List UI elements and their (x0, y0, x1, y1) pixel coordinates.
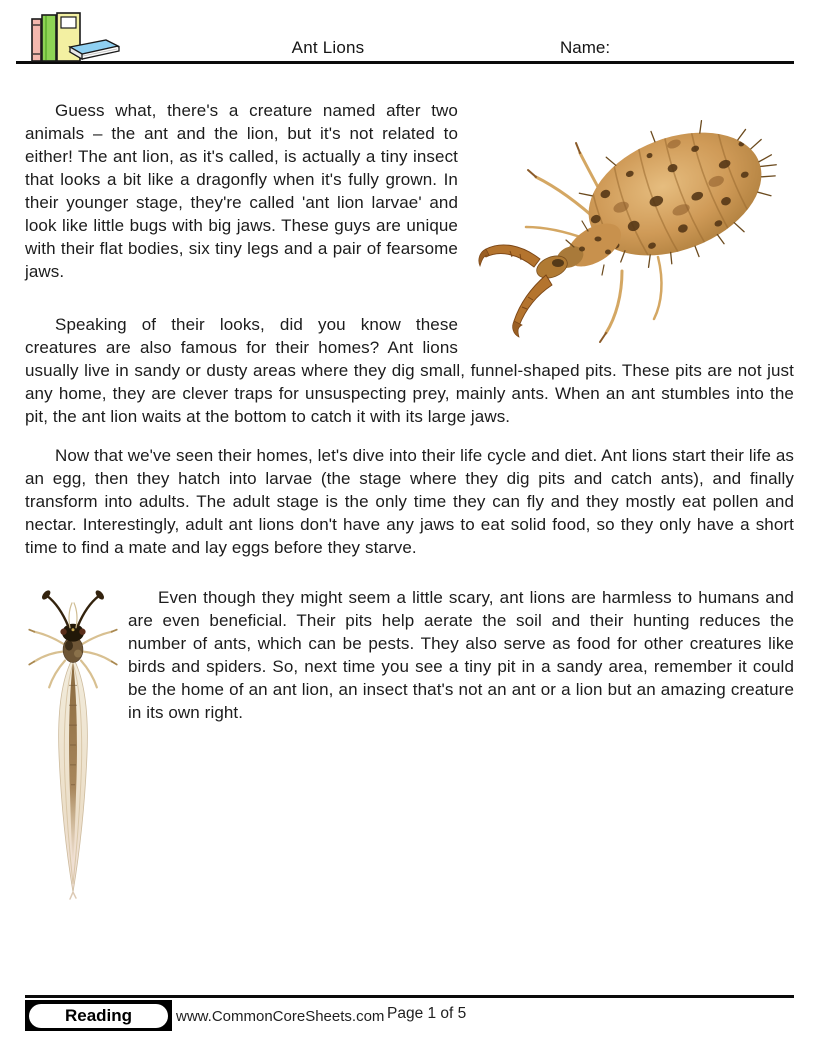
website-text: www.CommonCoreSheets.com (176, 1008, 385, 1025)
reading-badge (25, 1000, 172, 1031)
books-icon (20, 7, 120, 63)
name-label: Name: (560, 38, 611, 57)
reading-passage (25, 67, 794, 902)
paragraph-1-text: Guess what, there's a creature named after two animals – the ant and the lion, but it's not related to either! The ant lion, as it's called, is actually a tiny insect that looks a bit like a dragonfly when it's fully grown. In their younger stage, they're called 'ant lion larvae' and look like little bugs with big jaws. These guys are unique with their flat bodies, six tiny legs and a pair of fearsome jaws. (25, 101, 458, 281)
page-title: Ant Lions (291, 38, 365, 57)
adult-ant-lion-image (25, 586, 121, 902)
paragraph-3 (25, 444, 794, 559)
page-number: Page 1 of 5 (387, 1005, 467, 1022)
paragraph-4-text: Even though they might seem a little scary, ant lions are harmless to humans and are even beneficial. Their pits help aerate the soil and their hunting reduces the number of ants, which can be pests. They also serve as food for other creatures like birds and spiders. So, next time you see a tiny pit in a sandy area, remember it could be the home of an ant lion, an insect that's not an ant or a lion but an amazing creature in its own right. (128, 588, 794, 722)
paragraph-1 (25, 99, 794, 283)
paragraph-4 (25, 586, 794, 724)
reading-badge-label: Reading (29, 1004, 168, 1028)
paragraph-3-text: Now that we've seen their homes, let's dive into their life cycle and diet. Ant lions start their life as an egg, then they hatch into larvae (the stage where they dig pits and catch ants), and finally transform into adults. The adult stage is the only time they can fly and they mostly eat pollen and nectar. Interestingly, adult ant lions don't have any jaws to eat solid food, so they only have a short time to find a mate and lay eggs before they starve. (25, 446, 794, 557)
ant-lion-larva-image (470, 99, 794, 352)
paragraph-2-text: Speaking of their looks, did you know these creatures are also famous for their homes? Ant lions usually live in sandy or dusty areas where they dig small, funnel-shaped pits. These pits are not just any home, they are clever traps for unsuspecting prey, mainly ants. When an ant stumbles into the pit, the ant lion waits at the bottom to catch it with its large jaws. (25, 315, 794, 426)
page-header (16, 0, 794, 64)
page-footer (0, 995, 816, 1040)
footer-rule (25, 995, 794, 998)
